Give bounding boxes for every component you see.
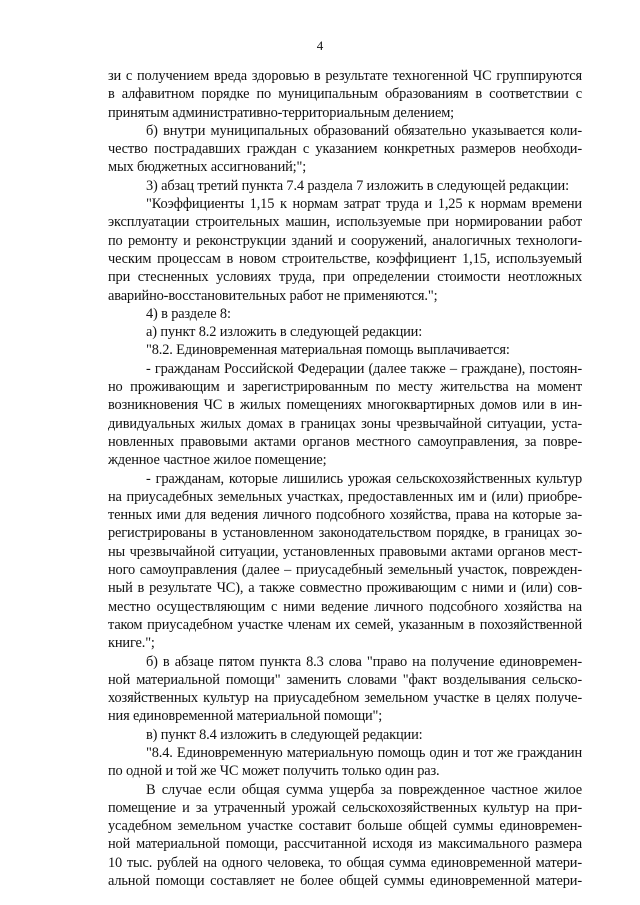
text-line: помещение и за утраченный урожай сельскохозяйственных культур на при- bbox=[108, 799, 582, 816]
text-line: "Коэффициенты 1,15 к нормам затрат труда и 1,25 к нормам времени bbox=[146, 196, 582, 213]
text-line: в) пункт 8.4 изложить в следующей редакции: bbox=[146, 726, 423, 743]
text-line: - гражданам Российской Федерации (далее также – граждане), постоян- bbox=[146, 360, 582, 377]
text-line: дивидуальных жилых домах в границах зоны чрезвычайной ситуации, уста- bbox=[108, 415, 582, 432]
document-body bbox=[108, 67, 582, 890]
text-line: регистрированы в установленном законодательством порядке, в границах зо- bbox=[108, 525, 582, 542]
page-number: 4 bbox=[316, 38, 324, 53]
text-line: принятым административно-территориальным делением; bbox=[108, 104, 454, 121]
text-line: "8.2. Единовременная материальная помощь выплачивается: bbox=[146, 342, 510, 359]
text-line: ной материальной помощи, рассчитанной исходя из максимального размера bbox=[108, 836, 582, 853]
text-line: усадебном земельном участке составит больше общей суммы единовремен- bbox=[108, 818, 582, 835]
text-line: 4) в разделе 8: bbox=[146, 305, 231, 322]
text-line: 10 тыс. рублей на одного человека, то общая сумма единовременной матери- bbox=[108, 854, 582, 871]
text-line: альной помощи составляет не более общей суммы единовременной матери- bbox=[108, 873, 582, 890]
text-line: 3) абзац третий пункта 7.4 раздела 7 изложить в следующей редакции: bbox=[146, 177, 569, 194]
text-line: тенных ими для ведения личного подсобного хозяйства, права на которые за- bbox=[108, 507, 582, 524]
text-line: книге."; bbox=[108, 635, 155, 652]
text-line: б) внутри муниципальных образований обязательно указывается коли- bbox=[146, 122, 582, 139]
text-line: в алфавитном порядке по муниципальным образованиям в соответствии с bbox=[108, 86, 582, 103]
text-line: ния единовременной материальной помощи"; bbox=[108, 708, 383, 725]
text-line: возникновения ЧС в жилых помещениях многоквартирных домов или в ин- bbox=[108, 397, 582, 414]
text-line: по ремонту и реконструкции зданий и сооружений, аналогичных технологи- bbox=[108, 232, 582, 249]
text-line: - гражданам, которые лишились урожая сельскохозяйственных культур bbox=[146, 470, 582, 487]
text-line: ческим процессам в новом строительстве, коэффициент 1,15, используемый bbox=[108, 250, 582, 267]
text-line: хозяйственных культур на приусадебном земельном участке в целях получе- bbox=[108, 690, 582, 707]
text-line: таком приусадебном участке членам их семей, указанным в похозяйственной bbox=[108, 616, 582, 633]
text-line: при стесненных условиях труда, при определении стоимости неотложных bbox=[108, 269, 582, 286]
text-line: б) в абзаце пятом пункта 8.3 слова "право на получение единовремен- bbox=[146, 653, 582, 670]
text-line: мых бюджетных ассигнований;"; bbox=[108, 159, 307, 176]
text-line: эксплуатации строительных машин, используемые при нормировании работ bbox=[108, 214, 582, 231]
text-line: ного самоуправления (далее – приусадебный земельный участок, поврежден- bbox=[108, 562, 582, 579]
text-line: ный в результате ЧС), а также совместно проживающим с ними и (или) сов- bbox=[108, 580, 582, 597]
text-line: чество пострадавших граждан с указанием конкретных размеров необходи- bbox=[108, 141, 582, 158]
text-line: "8.4. Единовременную материальную помощь один и тот же гражданин bbox=[146, 744, 582, 761]
text-line: по одной и той же ЧС может получить только один раз. bbox=[108, 763, 440, 780]
text-line: ны чрезвычайной ситуации, установленных правовыми актами органов мест- bbox=[108, 543, 582, 560]
text-line: но проживающим и зарегистрированным по месту жительства на момент bbox=[108, 379, 582, 396]
text-line: зи с получением вреда здоровью в результате техногенной ЧС группируются bbox=[108, 68, 582, 84]
text-line: местно осуществляющим с ними ведение личного подсобного хозяйства на bbox=[108, 598, 582, 615]
text-line: а) пункт 8.2 изложить в следующей редакции: bbox=[146, 324, 423, 341]
text-line: новленных правовыми актами органов местного самоуправления, за повре- bbox=[108, 433, 582, 450]
text-line: ной материальной помощи" заменить словами "факт возделывания сельско- bbox=[108, 671, 582, 688]
text-line: жденное частное жилое помещение; bbox=[108, 452, 327, 469]
text-line: аварийно-восстановительных работ не применяются."; bbox=[108, 287, 438, 304]
text-line: В случае если общая сумма ущерба за поврежденное частное жилое bbox=[146, 781, 582, 798]
text-line: на приусадебных земельных участках, предоставленных им и (или) приобре- bbox=[108, 488, 582, 505]
